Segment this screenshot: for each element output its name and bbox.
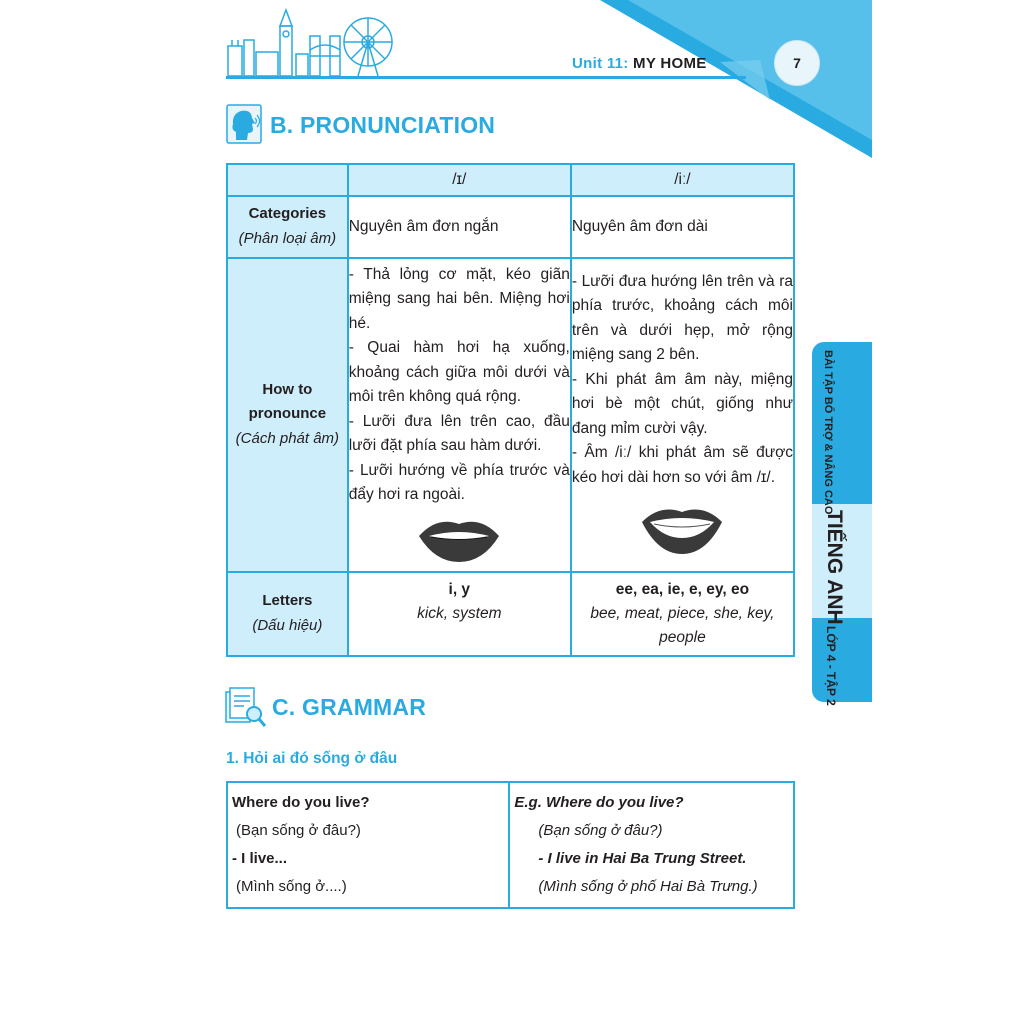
example-question: E.g. Where do you live? (514, 794, 684, 811)
how-long-cell (571, 258, 794, 572)
side-tab (812, 342, 872, 706)
how-short-step: - Lưỡi đưa lên trên cao, đầu lưỡi đặt phía sau hàm dưới. (348, 412, 570, 454)
smiling-mouth-icon (640, 504, 724, 556)
example-question-vi: (Bạn sống ở đâu?) (538, 822, 663, 839)
side-tab-series: BÀI TẬP BỔ TRỢ & NÂNG CAO (822, 350, 834, 515)
how-long-step: - Lưỡi đưa hướng lên trên và ra phía trước, khoảng cách môi trên và dưới hẹp, mở rộng miệng sang 2 bên. (571, 272, 793, 364)
short-letters: i, y (448, 581, 471, 598)
how-long-step: - Khi phát âm âm này, miệng hơi bè một chút, giống như đang mỉm cười vậy. (571, 370, 793, 437)
letters-short-cell (348, 572, 571, 656)
letters-label: Letters (262, 592, 313, 609)
grammar-row (227, 782, 794, 908)
how-short-step: - Quai hàm hơi hạ xuống, khoảng cách giữa môi dưới và môi trên không quá rộng. (348, 339, 570, 405)
categories-label-cell (227, 196, 348, 258)
example-answer: - I live in Hai Ba Trung Street. (538, 850, 747, 867)
unit-prefix: Unit 11: (572, 55, 629, 72)
how-long-step: - Âm /iː/ khi phát âm sẽ được kéo hơi dài hơn so với âm /ɪ/. (571, 444, 793, 486)
relaxed-mouth-icon (417, 514, 501, 564)
side-tab-grade: LỚP 4 - TẬP 2 (824, 626, 838, 706)
page-number: 7 (774, 40, 820, 86)
unit-title (572, 55, 707, 72)
categories-label-vi: (Phân loại âm) (238, 230, 337, 247)
header-rule (226, 76, 746, 79)
grammar-structure-cell (227, 782, 509, 908)
categories-long: Nguyên âm đơn dài (571, 196, 794, 258)
example-answer-vi: (Mình sống ở phố Hai Bà Trưng.) (538, 878, 758, 895)
how-label-2: pronounce (248, 405, 327, 422)
grammar-document-icon (224, 686, 268, 730)
unit-name: MY HOME (633, 55, 707, 72)
letters-row (227, 572, 794, 656)
side-tab-subject: TIẾNG ANH (823, 510, 846, 625)
structure-answer-vi: (Mình sống ở....) (236, 878, 347, 895)
letters-long-cell (571, 572, 794, 656)
grammar-example-cell (509, 782, 794, 908)
pronunciation-title: B. PRONUNCIATION (270, 112, 496, 138)
london-skyline-icon (226, 6, 396, 78)
speaking-head-icon (226, 104, 262, 144)
grammar-title: C. GRAMMAR (272, 694, 427, 720)
categories-label: Categories (248, 205, 327, 222)
how-short-step: - Lưỡi hướng về phía trước và đẩy hơi ra ngoài. (348, 461, 570, 503)
column-long-vowel: /iː/ (571, 164, 794, 196)
grammar-table (226, 781, 795, 909)
short-examples: kick, system (417, 605, 502, 622)
header-blank (227, 164, 348, 196)
categories-short: Nguyên âm đơn ngắn (348, 196, 571, 258)
how-label-1: How to (262, 381, 313, 398)
pronunciation-table (226, 163, 795, 657)
how-to-pronounce-row (227, 258, 794, 572)
structure-answer: - I live... (232, 850, 288, 867)
side-tab-grade-band (812, 618, 872, 702)
long-letters: ee, ea, ie, e, ey, eo (615, 581, 750, 598)
categories-row (227, 196, 794, 258)
pronunciation-header-row (227, 164, 794, 196)
how-label-cell (227, 258, 348, 572)
structure-question-vi: (Bạn sống ở đâu?) (236, 822, 361, 839)
column-short-vowel: /ɪ/ (348, 164, 571, 196)
how-short-cell (348, 258, 571, 572)
grammar-subheading: 1. Hỏi ai đó sống ở đâu (226, 750, 398, 767)
side-tab-series-band (812, 342, 872, 504)
long-examples-2: people (659, 629, 706, 646)
long-examples-1: bee, meat, piece, she, key, (590, 605, 775, 622)
structure-question: Where do you live? (232, 794, 370, 811)
how-short-step: - Thả lỏng cơ mặt, kéo giãn miệng sang hai bên. Miệng hơi hé. (348, 265, 570, 332)
letters-label-vi: (Dấu hiệu) (252, 617, 323, 634)
how-label-vi: (Cách phát âm) (235, 430, 340, 447)
letters-label-cell (227, 572, 348, 656)
